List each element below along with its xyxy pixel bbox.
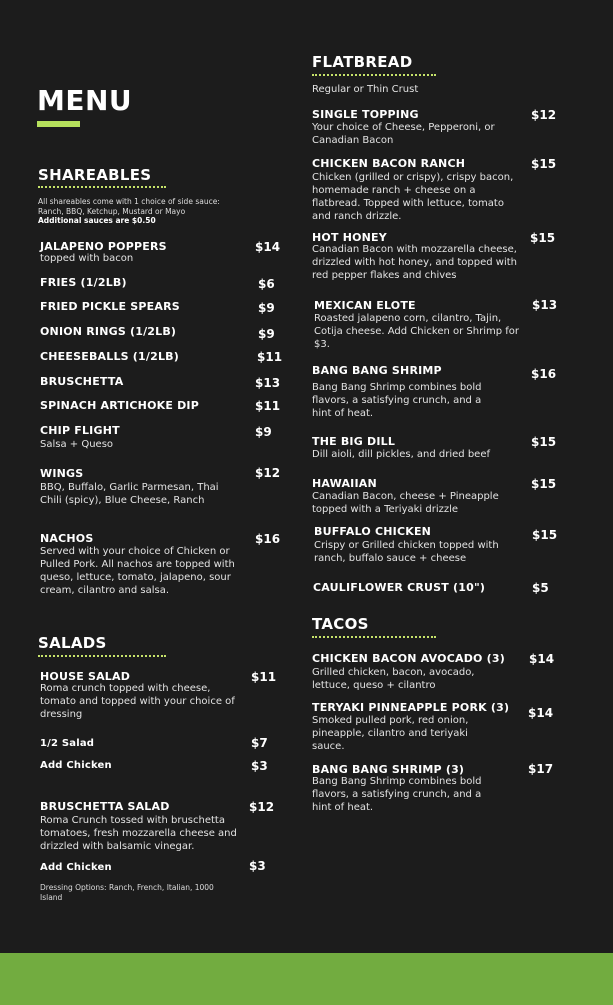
- menu-item-price: $11: [255, 399, 281, 413]
- menu-item-price: $15: [531, 477, 557, 491]
- menu-item-price: $11: [251, 670, 277, 684]
- menu-item-price: $3: [249, 859, 266, 873]
- menu-item-name: TERYAKI PINNEAPPLE PORK (3): [312, 701, 510, 714]
- menu-item-price: $3: [251, 759, 268, 773]
- menu-item-name: CHIP FLIGHT: [40, 424, 120, 437]
- menu-item-description: Your choice of Cheese, Pepperoni, or Canadian Bacon: [312, 122, 495, 146]
- menu-item-price: $6: [258, 277, 275, 291]
- menu-item-description: Crispy or Grilled chicken topped with ranch, buffalo sauce + cheese: [314, 540, 499, 564]
- menu-item-description: Canadian Bacon with mozzarella cheese, drizzled with hot honey, and topped with red pepper flakes and chives: [312, 244, 517, 281]
- menu-item-price: $13: [255, 376, 281, 390]
- menu-item-price: $14: [255, 240, 281, 254]
- menu-item-name: HAWAIIAN: [312, 477, 377, 490]
- menu-item-price: $11: [257, 350, 283, 364]
- menu-item-description: topped with bacon: [40, 253, 134, 264]
- menu-item-name: ONION RINGS (1/2LB): [40, 325, 177, 338]
- menu-item-name: SPINACH ARTICHOKE DIP: [40, 399, 199, 412]
- menu-item-name: BRUSCHETTA: [40, 375, 124, 388]
- menu-item-description: Bang Bang Shrimp combines bold flavors, a satisfying crunch, and a hint of heat.: [312, 382, 482, 419]
- menu-item-price: $15: [531, 157, 557, 171]
- shareables-divider: [38, 186, 166, 188]
- menu-item-price: $9: [258, 301, 275, 315]
- menu-item-name: CHICKEN BACON RANCH: [312, 157, 466, 170]
- menu-item-description: Roasted jalapeno corn, cilantro, Tajin, Cotija cheese. Add Chicken or Shrimp for $3.: [314, 313, 519, 350]
- menu-item-description: Grilled chicken, bacon, avocado, lettuce, queso + cilantro: [312, 667, 475, 691]
- title-underline: [37, 121, 80, 127]
- menu-title: MENU: [37, 84, 133, 117]
- menu-item-price: $7: [251, 736, 268, 750]
- menu-item-name: FRIED PICKLE SPEARS: [40, 300, 180, 313]
- menu-item-name: BRUSCHETTA SALAD: [40, 800, 170, 813]
- menu-item-description: Dill aioli, dill pickles, and dried beef: [312, 449, 491, 460]
- menu-item-description: Salsa + Queso: [40, 439, 114, 450]
- menu-item-name: BANG BANG SHRIMP: [312, 364, 442, 377]
- menu-item-name: CHICKEN BACON AVOCADO (3): [312, 652, 505, 665]
- menu-item-price: $12: [249, 800, 275, 814]
- menu-item-name: MEXICAN ELOTE: [314, 299, 416, 312]
- menu-item-description: Bang Bang Shrimp combines bold flavors, a satisfying crunch, and a hint of heat.: [312, 776, 482, 813]
- shareables-heading: SHAREABLES: [38, 166, 152, 184]
- menu-item-price: $9: [255, 425, 272, 439]
- menu-item-price: $15: [530, 231, 556, 245]
- footer-band: [0, 953, 613, 1005]
- flatbread-subtitle: Regular or Thin Crust: [312, 84, 419, 95]
- menu-item-name: 1/2 Salad: [40, 738, 95, 749]
- menu-item-name: WINGS: [40, 467, 84, 480]
- menu-item-description: Chicken (grilled or crispy), crispy bacon, homemade ranch + cheese on a flatbread. Topped with lettuce, tomato and ranch drizzle.: [312, 172, 514, 222]
- menu-item-price: $9: [258, 327, 275, 341]
- menu-item-description: Canadian Bacon, cheese + Pineapple topped with a Teriyaki drizzle: [312, 491, 499, 515]
- menu-item-price: $14: [528, 706, 554, 720]
- menu-item-price: $17: [528, 762, 554, 776]
- menu-item-price: $16: [255, 532, 281, 546]
- menu-item-description: Smoked pulled pork, red onion, pineapple, cilantro and teriyaki sauce.: [312, 715, 469, 752]
- menu-item-name: JALAPENO POPPERS: [40, 240, 167, 253]
- tacos-divider: [312, 636, 436, 638]
- menu-item-price: $14: [529, 652, 555, 666]
- menu-item-description: Roma Crunch tossed with bruschetta tomatoes, fresh mozzarella cheese and drizzled with balsamic vinegar.: [40, 815, 237, 852]
- menu-item-price: $12: [531, 108, 557, 122]
- menu-item-name: BUFFALO CHICKEN: [314, 525, 432, 538]
- menu-item-price: $12: [255, 466, 281, 480]
- menu-item-name: Add Chicken: [40, 760, 112, 771]
- menu-item-price: $15: [532, 528, 558, 542]
- menu-item-price: $15: [531, 435, 557, 449]
- menu-item-description: BBQ, Buffalo, Garlic Parmesan, Thai Chili (spicy), Blue Cheese, Ranch: [40, 482, 219, 506]
- tacos-heading: TACOS: [312, 615, 369, 633]
- flatbread-divider: [312, 74, 436, 76]
- dressing-options-note: Dressing Options: Ranch, French, Italian, 1000 Island: [40, 883, 214, 902]
- menu-item-name: NACHOS: [40, 532, 94, 545]
- menu-item-description: Served with your choice of Chicken or Pulled Pork. All nachos are topped with queso, lettuce, tomato, jalapeno, sour cream, cilantro and salsa.: [40, 546, 235, 596]
- menu-item-name: FRIES (1/2LB): [40, 276, 127, 289]
- menu-item-price: $5: [532, 581, 549, 595]
- menu-item-name: CAULIFLOWER CRUST (10"): [313, 581, 486, 594]
- menu-item-name: HOUSE SALAD: [40, 670, 131, 683]
- menu-item-name: Add Chicken: [40, 862, 112, 873]
- menu-item-price: $16: [531, 367, 557, 381]
- flatbread-heading: FLATBREAD: [312, 53, 413, 71]
- menu-item-name: CHEESEBALLS (1/2LB): [40, 350, 179, 363]
- sauce-note-text: All shareables come with 1 choice of side sauce: Ranch, BBQ, Ketchup, Mustard or Mayo: [38, 197, 220, 216]
- sauce-note-bold: Additional sauces are $0.50: [38, 216, 156, 225]
- menu-item-price: $13: [532, 298, 558, 312]
- menu-item-name: THE BIG DILL: [312, 435, 396, 448]
- menu-item-name: HOT HONEY: [312, 231, 387, 244]
- shareables-note: [38, 197, 238, 226]
- menu-item-name: SINGLE TOPPING: [312, 108, 419, 121]
- salads-divider: [38, 655, 166, 657]
- menu-item-description: Roma crunch topped with cheese, tomato and topped with your choice of dressing: [40, 683, 235, 720]
- salads-heading: SALADS: [38, 634, 107, 652]
- menu-item-name: BANG BANG SHRIMP (3): [312, 763, 465, 776]
